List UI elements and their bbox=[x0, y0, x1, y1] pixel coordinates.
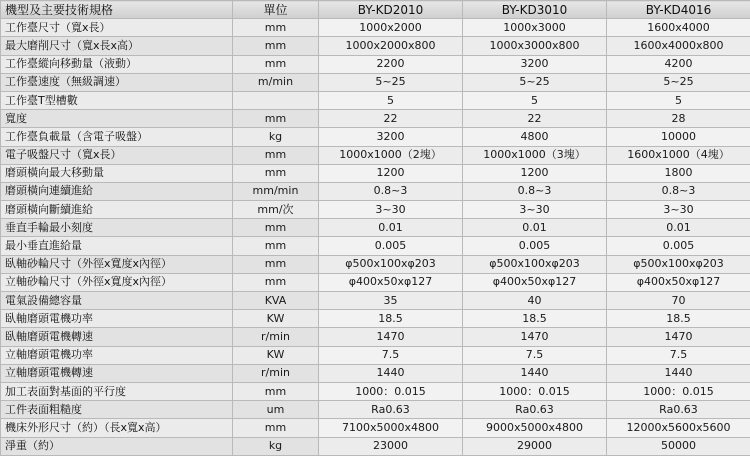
row-value-model-2: 18.5 bbox=[463, 310, 607, 328]
row-value-model-2: 5~25 bbox=[463, 73, 607, 91]
row-label: 工作臺負載量（含電子吸盤） bbox=[1, 128, 233, 146]
row-unit: mm bbox=[233, 110, 319, 128]
table-row bbox=[1, 437, 750, 455]
table-row bbox=[1, 382, 750, 400]
table-row bbox=[1, 110, 750, 128]
row-value-model-3: 1600x4000x800 bbox=[607, 37, 750, 55]
row-label: 臥軸砂輪尺寸（外徑x寬度x內徑） bbox=[1, 255, 233, 273]
row-unit: KW bbox=[233, 310, 319, 328]
row-unit: mm bbox=[233, 419, 319, 437]
table-row bbox=[1, 346, 750, 364]
row-label: 磨頭橫向最大移動量 bbox=[1, 164, 233, 182]
row-value-model-2: 1440 bbox=[463, 364, 607, 382]
row-unit: kg bbox=[233, 128, 319, 146]
table-row bbox=[1, 19, 750, 37]
row-value-model-1: 3200 bbox=[319, 128, 463, 146]
table-row bbox=[1, 401, 750, 419]
row-value-model-2: 5 bbox=[463, 91, 607, 109]
row-value-model-1: 7100x5000x4800 bbox=[319, 419, 463, 437]
row-value-model-1: 7.5 bbox=[319, 346, 463, 364]
row-value-model-3: 4200 bbox=[607, 55, 750, 73]
row-label: 臥軸磨頭電機轉速 bbox=[1, 328, 233, 346]
table-body bbox=[1, 19, 750, 456]
row-value-model-3: 1800 bbox=[607, 164, 750, 182]
table-row bbox=[1, 146, 750, 164]
row-value-model-1: 23000 bbox=[319, 437, 463, 455]
row-value-model-2: 1000：0.015 bbox=[463, 382, 607, 400]
row-value-model-1: Ra0.63 bbox=[319, 401, 463, 419]
row-value-model-3: φ500x100xφ203 bbox=[607, 255, 750, 273]
row-value-model-2: 3~30 bbox=[463, 201, 607, 219]
row-label: 立軸砂輪尺寸（外徑x寬度x內徑） bbox=[1, 273, 233, 291]
row-unit: mm bbox=[233, 219, 319, 237]
row-label: 臥軸磨頭電機功率 bbox=[1, 310, 233, 328]
table-row bbox=[1, 182, 750, 200]
row-value-model-1: 1470 bbox=[319, 328, 463, 346]
row-unit: r/min bbox=[233, 328, 319, 346]
row-value-model-1: 22 bbox=[319, 110, 463, 128]
row-label: 工件表面粗糙度 bbox=[1, 401, 233, 419]
row-label: 工作臺速度（無級調速） bbox=[1, 73, 233, 91]
row-value-model-1: 1000x2000 bbox=[319, 19, 463, 37]
row-value-model-1: 1000x2000x800 bbox=[319, 37, 463, 55]
row-value-model-1: 3~30 bbox=[319, 201, 463, 219]
row-value-model-2: 1470 bbox=[463, 328, 607, 346]
header-model-2: BY-KD3010 bbox=[463, 1, 607, 19]
table-row bbox=[1, 164, 750, 182]
row-label: 立軸磨頭電機功率 bbox=[1, 346, 233, 364]
row-unit: mm bbox=[233, 146, 319, 164]
header-model-spec: 機型及主要技術規格 bbox=[1, 1, 233, 19]
table-row bbox=[1, 201, 750, 219]
table-row bbox=[1, 128, 750, 146]
row-value-model-2: 0.8~3 bbox=[463, 182, 607, 200]
row-unit bbox=[233, 91, 319, 109]
row-value-model-1: 2200 bbox=[319, 55, 463, 73]
row-label: 電氣設備總容量 bbox=[1, 292, 233, 310]
row-value-model-3: 7.5 bbox=[607, 346, 750, 364]
table-row bbox=[1, 292, 750, 310]
row-value-model-2: φ400x50xφ127 bbox=[463, 273, 607, 291]
row-value-model-3: Ra0.63 bbox=[607, 401, 750, 419]
row-unit: mm/min bbox=[233, 182, 319, 200]
row-unit: mm bbox=[233, 37, 319, 55]
row-unit: kg bbox=[233, 437, 319, 455]
row-value-model-3: 70 bbox=[607, 292, 750, 310]
row-unit: mm bbox=[233, 237, 319, 255]
row-value-model-2: φ500x100xφ203 bbox=[463, 255, 607, 273]
row-value-model-2: 1000x3000 bbox=[463, 19, 607, 37]
row-unit: r/min bbox=[233, 364, 319, 382]
row-value-model-1: φ500x100xφ203 bbox=[319, 255, 463, 273]
row-value-model-3: 0.8~3 bbox=[607, 182, 750, 200]
row-label: 最小垂直進給量 bbox=[1, 237, 233, 255]
header-model-3: BY-KD4016 bbox=[607, 1, 750, 19]
row-value-model-3: 18.5 bbox=[607, 310, 750, 328]
row-unit: mm bbox=[233, 19, 319, 37]
row-value-model-3: 12000x5600x5600 bbox=[607, 419, 750, 437]
row-label: 機床外形尺寸（約）（長x寬x高） bbox=[1, 419, 233, 437]
table-row bbox=[1, 91, 750, 109]
row-label: 淨重（約） bbox=[1, 437, 233, 455]
row-value-model-2: 3200 bbox=[463, 55, 607, 73]
row-value-model-1: 1000x1000（2塊） bbox=[319, 146, 463, 164]
table-header bbox=[1, 1, 750, 19]
row-value-model-1: 5~25 bbox=[319, 73, 463, 91]
row-label: 工作臺T型槽數 bbox=[1, 91, 233, 109]
row-value-model-2: 7.5 bbox=[463, 346, 607, 364]
table-row bbox=[1, 419, 750, 437]
row-value-model-3: 1470 bbox=[607, 328, 750, 346]
row-label: 工作臺尺寸（寬x長） bbox=[1, 19, 233, 37]
table-row bbox=[1, 273, 750, 291]
table-row bbox=[1, 73, 750, 91]
row-value-model-1: 0.005 bbox=[319, 237, 463, 255]
row-value-model-3: 0.005 bbox=[607, 237, 750, 255]
row-value-model-1: 1440 bbox=[319, 364, 463, 382]
row-label: 寬度 bbox=[1, 110, 233, 128]
row-value-model-1: φ400x50xφ127 bbox=[319, 273, 463, 291]
row-value-model-2: 22 bbox=[463, 110, 607, 128]
row-value-model-1: 0.8~3 bbox=[319, 182, 463, 200]
row-unit: mm bbox=[233, 255, 319, 273]
row-unit: mm bbox=[233, 382, 319, 400]
table-row bbox=[1, 364, 750, 382]
row-value-model-1: 35 bbox=[319, 292, 463, 310]
row-value-model-2: 4800 bbox=[463, 128, 607, 146]
row-unit: mm bbox=[233, 273, 319, 291]
table-row bbox=[1, 255, 750, 273]
table-header-row bbox=[1, 1, 750, 19]
row-label: 加工表面對基面的平行度 bbox=[1, 382, 233, 400]
row-value-model-3: 50000 bbox=[607, 437, 750, 455]
table-row bbox=[1, 219, 750, 237]
row-value-model-3: φ400x50xφ127 bbox=[607, 273, 750, 291]
row-unit: mm bbox=[233, 164, 319, 182]
row-label: 立軸磨頭電機轉速 bbox=[1, 364, 233, 382]
row-unit: um bbox=[233, 401, 319, 419]
row-value-model-2: 1200 bbox=[463, 164, 607, 182]
table-row bbox=[1, 328, 750, 346]
row-value-model-3: 0.01 bbox=[607, 219, 750, 237]
row-unit: m/min bbox=[233, 73, 319, 91]
row-value-model-2: 0.01 bbox=[463, 219, 607, 237]
table-row bbox=[1, 310, 750, 328]
row-unit: KVA bbox=[233, 292, 319, 310]
row-value-model-3: 28 bbox=[607, 110, 750, 128]
table-row bbox=[1, 237, 750, 255]
row-unit: KW bbox=[233, 346, 319, 364]
row-value-model-1: 5 bbox=[319, 91, 463, 109]
row-value-model-2: 0.005 bbox=[463, 237, 607, 255]
row-value-model-2: 1000x3000x800 bbox=[463, 37, 607, 55]
row-label: 磨頭橫向斷續進給 bbox=[1, 201, 233, 219]
row-value-model-2: 29000 bbox=[463, 437, 607, 455]
row-unit: mm/次 bbox=[233, 201, 319, 219]
row-label: 電子吸盤尺寸（寬x長） bbox=[1, 146, 233, 164]
row-value-model-3: 5~25 bbox=[607, 73, 750, 91]
row-label: 垂直手輪最小刻度 bbox=[1, 219, 233, 237]
row-value-model-1: 18.5 bbox=[319, 310, 463, 328]
row-value-model-3: 1440 bbox=[607, 364, 750, 382]
row-label: 磨頭橫向連續進給 bbox=[1, 182, 233, 200]
row-value-model-3: 1600x1000（4塊） bbox=[607, 146, 750, 164]
row-value-model-2: Ra0.63 bbox=[463, 401, 607, 419]
row-value-model-3: 1600x4000 bbox=[607, 19, 750, 37]
row-value-model-3: 10000 bbox=[607, 128, 750, 146]
row-label: 工作臺縱向移動量（液動） bbox=[1, 55, 233, 73]
row-label: 最大磨削尺寸（寬x長x高） bbox=[1, 37, 233, 55]
row-value-model-2: 1000x1000（3塊） bbox=[463, 146, 607, 164]
row-value-model-3: 5 bbox=[607, 91, 750, 109]
row-value-model-1: 1000：0.015 bbox=[319, 382, 463, 400]
table-row bbox=[1, 37, 750, 55]
table-row bbox=[1, 55, 750, 73]
header-model-1: BY-KD2010 bbox=[319, 1, 463, 19]
row-value-model-1: 1200 bbox=[319, 164, 463, 182]
row-value-model-2: 9000x5000x4800 bbox=[463, 419, 607, 437]
row-unit: mm bbox=[233, 55, 319, 73]
row-value-model-3: 3~30 bbox=[607, 201, 750, 219]
row-value-model-3: 1000：0.015 bbox=[607, 382, 750, 400]
row-value-model-2: 40 bbox=[463, 292, 607, 310]
header-unit: 單位 bbox=[233, 1, 319, 19]
row-value-model-1: 0.01 bbox=[319, 219, 463, 237]
